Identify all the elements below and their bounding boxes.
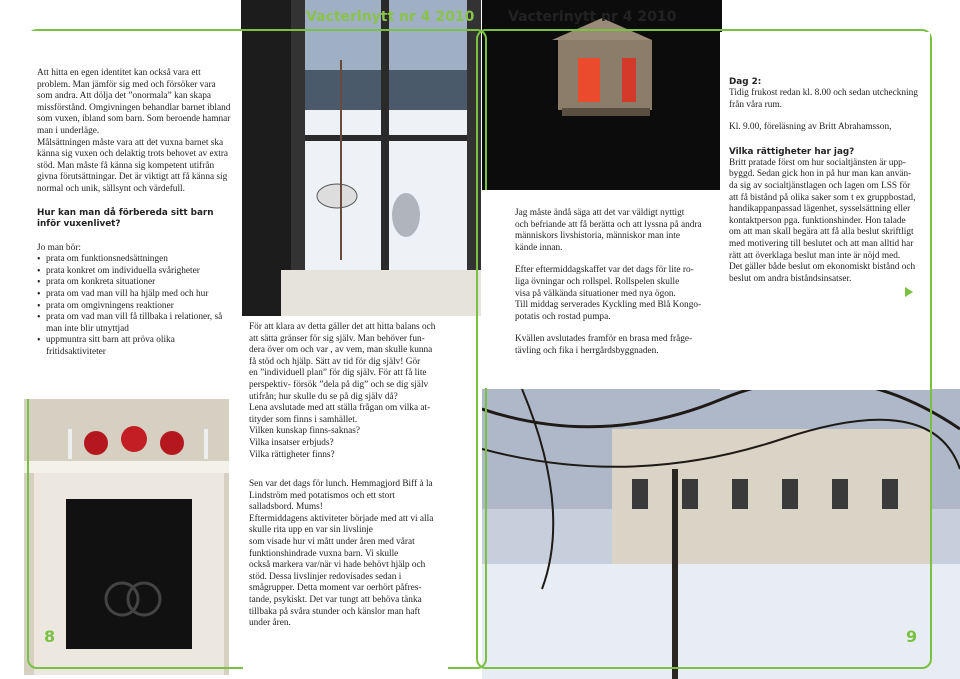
section-heading: Hur kan man då förbereda sitt barn inför vuxenlivet? — [37, 207, 214, 229]
text-line: tityder som finns i samhället. — [249, 414, 358, 425]
list-item: • prata om konkreta situationer — [37, 277, 233, 289]
list-item: • prata konkret om individuella svårigheter — [37, 266, 233, 278]
text-line: utifrån; hur skulle du se på dig själv då? — [249, 391, 398, 402]
lecture-line: Kl. 9.00, föreläsning av Britt Abrahamsson, — [729, 122, 892, 133]
text-line: Eftermiddagens aktiviteter började med att vi alla — [249, 513, 434, 524]
text-line: en ”individuell plan” för dig själv. För att få lite — [249, 368, 427, 379]
text-line: Det gäller både beslut om ekonomiskt bistånd och — [729, 262, 916, 273]
text-line: da sig av socialtjänstlagen och lagen om LSS för — [729, 180, 911, 191]
text-line: stöd. Dessa livslinjer redovisades sedan i — [249, 571, 402, 582]
text-line: under åren. — [249, 618, 291, 629]
text-line: och befriande att få berätta och att lyssna på andra — [515, 219, 702, 230]
text-line: För att klara av detta gäller det att hitta balans och — [249, 322, 436, 332]
list-item: • prata om funktionsnedsättningen — [37, 254, 233, 266]
text-line: Kvällen avslutades framför en brasa med fråge- — [515, 334, 693, 345]
rights-heading: Vilka rättigheter har jag? — [729, 146, 855, 157]
text-line: Vilka insatser erbjuds? — [249, 437, 334, 448]
text-line: med motivering till beslutet och att man alltid har — [729, 238, 914, 249]
text-line: också markera var/när vi hade behövt hjälp och — [249, 560, 426, 571]
rights-body — [729, 158, 925, 286]
right-page-title: Vacterlnytt nr 4 2010 — [508, 9, 677, 25]
left-column — [37, 68, 233, 358]
text-line: rätt att överklaga beslut man inte är nöjd med. — [729, 250, 901, 261]
intro-paragraph: Att hitta en egen identitet kan också vara ett problem. Man jämför sig med och försöker vara som andra. Att dölja det ”onormala” kan skapa missförstånd. Omgivningen behandlar barnet ibland som vuxen, ibland som barn. Som beroende hamnar man i underläge. — [37, 68, 231, 136]
text-line: Sen var det dags för lunch. Hemmagjord Biff à la — [249, 479, 433, 489]
goal-paragraph: Målsättningen måste vara att det vuxna barnet ska känna sig vuxen och delaktig trots behovet av extra stöd. Man måste få känna sig kompetent utifrån givna förutsättningar. Det är viktigt att få känna sig normal och unik, sällsynt och värdefull. — [37, 137, 229, 194]
text-line: skulle rita upp en var sin livslinje — [249, 525, 373, 536]
text-line: att sätta gränser för sig själv. Man behöver fun- — [249, 333, 425, 344]
list-item: • prata om vad man vill få tillbaka i relationer, så man inte blir utnyttjad — [37, 312, 233, 335]
list-item: • uppmuntra sitt barn att pröva olika fritidsaktiviteter — [37, 335, 233, 358]
left-page-title: Vacterlnytt nr 4 2010 — [306, 9, 475, 25]
text-line: tävling och fika i herrgårdsbyggnaden. — [515, 345, 659, 356]
text-line: Lindström med potatismos och ett stort — [249, 490, 395, 501]
text-line: Britt pratade först om hur socialtjänsten är upp- — [729, 157, 906, 168]
text-line: beslut om andra biståndsinsatser. — [729, 273, 852, 284]
text-line: visa på välkända situationer med nya ögon. — [515, 288, 676, 299]
day-text: från våra rum. — [729, 99, 782, 110]
text-line: smågrupper. Detta moment var oerhört påfres- — [249, 583, 422, 594]
center-column-lunch — [249, 479, 459, 630]
text-line: Efter eftermiddagskaffet var det dags för lite ro- — [515, 265, 694, 276]
text-line: kände innan. — [515, 242, 563, 253]
text-line: tillbaka på svåra stunder och känslor man haft — [249, 606, 421, 617]
text-line: funktionshindrade vuxna barn. Vi skulle — [249, 548, 399, 559]
advice-list — [37, 254, 233, 358]
text-line: få stöd och hjälp. Sätt av tid för dig själv! Gör — [249, 356, 421, 367]
continue-arrow-icon — [905, 287, 913, 297]
text-line: dera över om och var , av vem, man skulle kunna — [249, 345, 433, 356]
list-item: • prata om omgivningens reaktioner — [37, 301, 233, 313]
text-line: Lena avslutade med att ställa frågan om vilka at- — [249, 403, 431, 414]
page-number-right: 9 — [906, 627, 918, 646]
mid-right-column — [515, 208, 715, 358]
text-line: Vilka rättigheter finns? — [249, 449, 335, 460]
text-line: byggd. Sedan gick hon in på hur man kan använ- — [729, 169, 912, 180]
text-line: handikappanpassad lägenhet, sysselsättning eller — [729, 204, 911, 215]
text-line: potatis och rostad pumpa. — [515, 311, 611, 322]
text-line: om att man skall begära att få alla beslut skriftligt — [729, 227, 914, 238]
text-line: att få bistånd på olika saker som t ex gruppbostad, — [729, 192, 916, 203]
text-line: Till middag serverades Kyckling med Blå Kongo- — [515, 300, 702, 311]
text-line: perspektiv- försök ”dela på dig” och se dig själv — [249, 379, 429, 390]
text-line: människors livshistoria, människor man inte — [515, 231, 681, 242]
day-text: Tidig frukost redan kl. 8.00 och sedan utcheckning — [729, 88, 918, 98]
text-line: kontaktperson pga. funktionshinder. Hon talade — [729, 215, 906, 226]
text-line: tande, psykiskt. Det var tungt att behöva tänka — [249, 594, 422, 605]
page-number-left: 8 — [44, 627, 56, 646]
text-line: Jag måste ändå säga att det var väldigt nyttigt — [515, 208, 685, 218]
list-item: • prata om vad man vill ha hjälp med och hur — [37, 289, 233, 301]
text-line: som visade hur vi mått under åren med vårat — [249, 536, 415, 547]
far-right-column — [729, 77, 925, 285]
text-line: Vilken kunskap finns-saknas? — [249, 426, 360, 437]
list-intro: Jo man bör: — [37, 242, 81, 253]
text-line: salladsbord. Mums! — [249, 502, 323, 513]
day-heading: Dag 2: — [729, 77, 762, 87]
text-line: liga övningar och rollspel. Rollspelen skulle — [515, 276, 680, 287]
center-column — [249, 322, 459, 461]
